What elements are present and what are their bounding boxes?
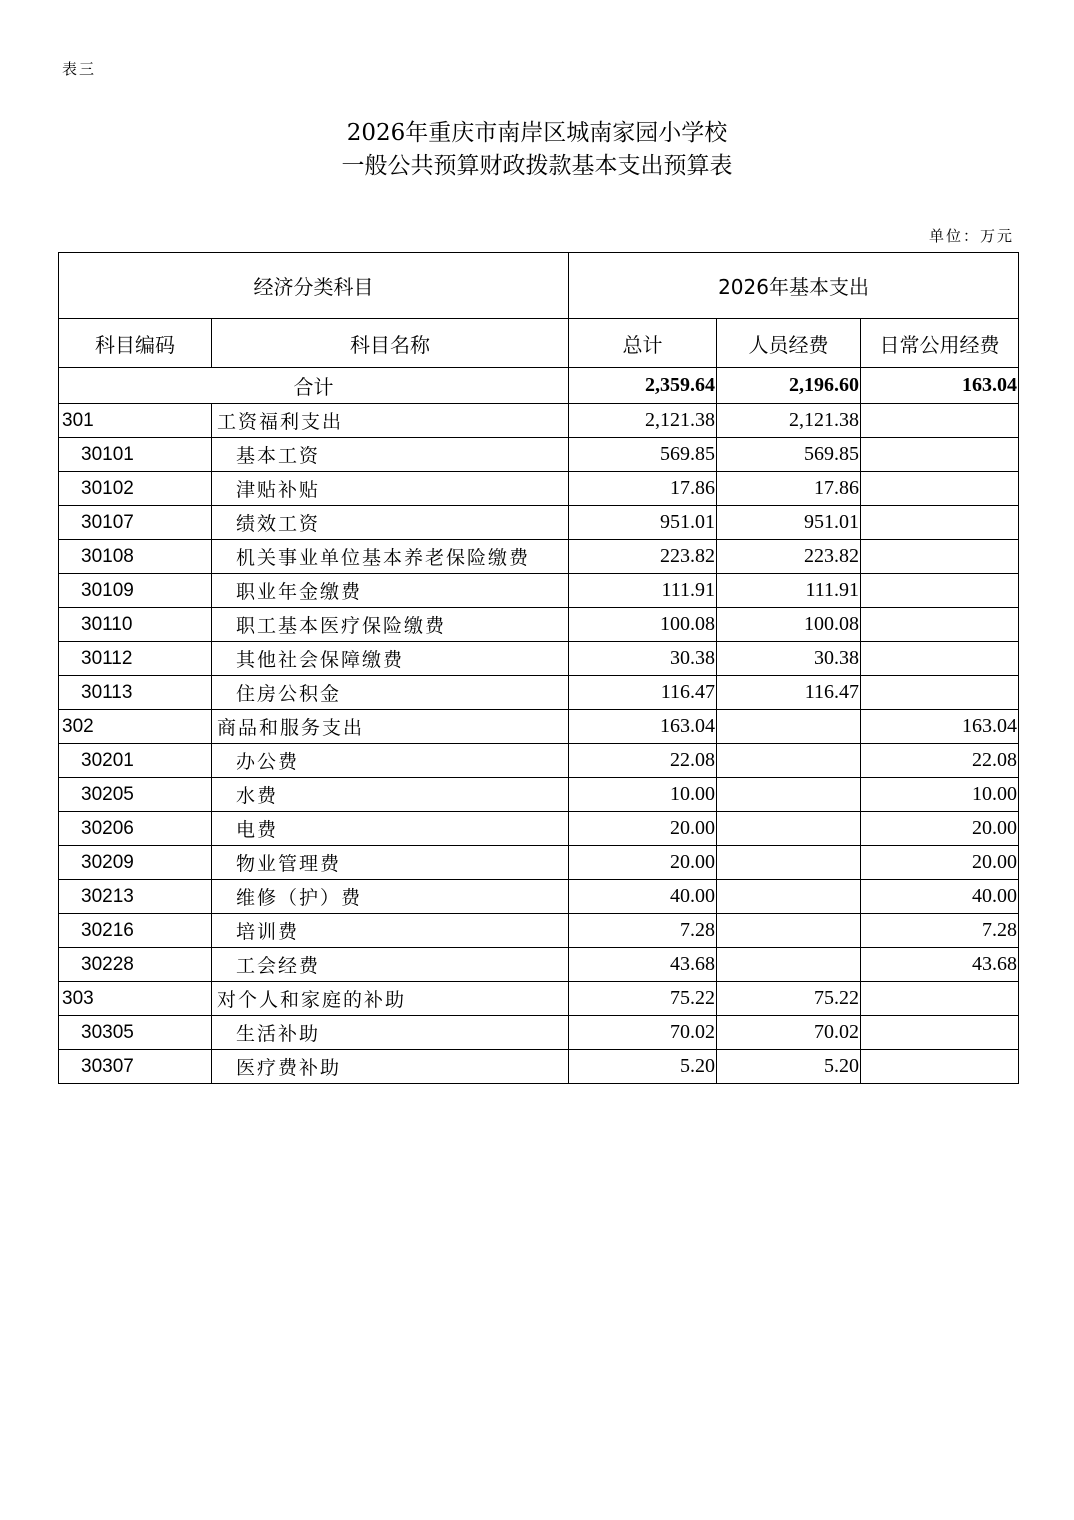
- row-personnel: [717, 948, 861, 982]
- column-header-name: 科目名称: [212, 319, 569, 368]
- row-name: 对个人和家庭的补助: [212, 982, 569, 1016]
- row-name: 电费: [212, 812, 569, 846]
- row-total: 111.91: [569, 574, 717, 608]
- row-name: 职工基本医疗保险缴费: [212, 608, 569, 642]
- row-total: 7.28: [569, 914, 717, 948]
- row-personnel: [717, 880, 861, 914]
- budget-table: [58, 252, 1019, 1084]
- row-name: 工会经费: [212, 948, 569, 982]
- row-personnel: 223.82: [717, 540, 861, 574]
- row-code: 30108: [59, 540, 212, 574]
- row-name: 商品和服务支出: [212, 710, 569, 744]
- row-public: [861, 676, 1019, 710]
- row-code: 30213: [59, 880, 212, 914]
- table-row: [59, 778, 1019, 812]
- header-basic-expenditure: 2026年基本支出: [569, 253, 1019, 319]
- row-personnel: [717, 744, 861, 778]
- table-row: [59, 642, 1019, 676]
- row-public: [861, 982, 1019, 1016]
- table-row: [59, 710, 1019, 744]
- row-total: 223.82: [569, 540, 717, 574]
- row-total: 569.85: [569, 438, 717, 472]
- row-public: [861, 1050, 1019, 1084]
- row-code: 303: [59, 982, 212, 1016]
- row-code: 30112: [59, 642, 212, 676]
- row-total: 20.00: [569, 846, 717, 880]
- table-row: [59, 1016, 1019, 1050]
- table-row: [59, 812, 1019, 846]
- row-personnel: 100.08: [717, 608, 861, 642]
- row-name: 基本工资: [212, 438, 569, 472]
- row-total: 163.04: [569, 710, 717, 744]
- row-public: 10.00: [861, 778, 1019, 812]
- row-total: 10.00: [569, 778, 717, 812]
- total-row: [59, 368, 1019, 404]
- row-public: 7.28: [861, 914, 1019, 948]
- row-name: 物业管理费: [212, 846, 569, 880]
- header-econ-category: 经济分类科目: [59, 253, 569, 319]
- row-public: 20.00: [861, 812, 1019, 846]
- row-code: 30109: [59, 574, 212, 608]
- row-total: 100.08: [569, 608, 717, 642]
- row-name: 绩效工资: [212, 506, 569, 540]
- total-personnel: 2,196.60: [717, 368, 861, 404]
- row-name: 水费: [212, 778, 569, 812]
- row-code: 30206: [59, 812, 212, 846]
- row-personnel: [717, 914, 861, 948]
- row-name: 住房公积金: [212, 676, 569, 710]
- row-public: [861, 574, 1019, 608]
- row-public: [861, 608, 1019, 642]
- page-title: 2026年重庆市南岸区城南家园小学校: [346, 120, 728, 146]
- table-row: [59, 574, 1019, 608]
- table-row: [59, 982, 1019, 1016]
- column-header-public: 日常公用经费: [861, 319, 1019, 368]
- column-header-total: 总计: [569, 319, 717, 368]
- table-row: [59, 1050, 1019, 1084]
- row-code: 30110: [59, 608, 212, 642]
- row-total: 22.08: [569, 744, 717, 778]
- row-name: 其他社会保障缴费: [212, 642, 569, 676]
- table-row: [59, 948, 1019, 982]
- row-name: 生活补助: [212, 1016, 569, 1050]
- row-personnel: 70.02: [717, 1016, 861, 1050]
- total-label: 合计: [59, 368, 569, 404]
- row-public: [861, 642, 1019, 676]
- row-code: 30107: [59, 506, 212, 540]
- row-total: 20.00: [569, 812, 717, 846]
- row-personnel: 75.22: [717, 982, 861, 1016]
- row-code: 30102: [59, 472, 212, 506]
- row-personnel: 116.47: [717, 676, 861, 710]
- row-name: 医疗费补助: [212, 1050, 569, 1084]
- row-code: 30113: [59, 676, 212, 710]
- row-personnel: [717, 846, 861, 880]
- row-public: [861, 540, 1019, 574]
- row-personnel: [717, 710, 861, 744]
- table-row: [59, 438, 1019, 472]
- table-row: [59, 676, 1019, 710]
- row-total: 2,121.38: [569, 404, 717, 438]
- row-personnel: 5.20: [717, 1050, 861, 1084]
- table-row: [59, 608, 1019, 642]
- row-public: 20.00: [861, 846, 1019, 880]
- table-row: [59, 404, 1019, 438]
- row-code: 30101: [59, 438, 212, 472]
- row-code: 30201: [59, 744, 212, 778]
- column-header-personnel: 人员经费: [717, 319, 861, 368]
- row-total: 30.38: [569, 642, 717, 676]
- row-public: [861, 404, 1019, 438]
- row-personnel: 30.38: [717, 642, 861, 676]
- row-code: 30305: [59, 1016, 212, 1050]
- row-total: 75.22: [569, 982, 717, 1016]
- row-name: 培训费: [212, 914, 569, 948]
- row-personnel: [717, 778, 861, 812]
- row-total: 951.01: [569, 506, 717, 540]
- row-name: 办公费: [212, 744, 569, 778]
- row-name: 工资福利支出: [212, 404, 569, 438]
- row-code: 30209: [59, 846, 212, 880]
- row-public: [861, 1016, 1019, 1050]
- row-public: 163.04: [861, 710, 1019, 744]
- total-amount: 2,359.64: [569, 368, 717, 404]
- row-total: 43.68: [569, 948, 717, 982]
- row-total: 116.47: [569, 676, 717, 710]
- row-public: [861, 506, 1019, 540]
- row-public: [861, 438, 1019, 472]
- row-public: [861, 472, 1019, 506]
- row-personnel: 17.86: [717, 472, 861, 506]
- column-header-code: 科目编码: [59, 319, 212, 368]
- row-total: 40.00: [569, 880, 717, 914]
- table-row: [59, 846, 1019, 880]
- total-public: 163.04: [861, 368, 1019, 404]
- row-personnel: 2,121.38: [717, 404, 861, 438]
- row-personnel: [717, 812, 861, 846]
- table-row: [59, 506, 1019, 540]
- table-row: [59, 880, 1019, 914]
- row-name: 维修（护）费: [212, 880, 569, 914]
- row-personnel: 111.91: [717, 574, 861, 608]
- group-header-row: [59, 253, 1019, 319]
- page-subtitle: 一般公共预算财政拨款基本支出预算表: [341, 153, 733, 179]
- row-code: 30205: [59, 778, 212, 812]
- table-row: [59, 914, 1019, 948]
- row-total: 17.86: [569, 472, 717, 506]
- row-name: 职业年金缴费: [212, 574, 569, 608]
- row-name: 机关事业单位基本养老保险缴费: [212, 540, 569, 574]
- row-code: 301: [59, 404, 212, 438]
- row-total: 70.02: [569, 1016, 717, 1050]
- row-code: 30228: [59, 948, 212, 982]
- row-total: 5.20: [569, 1050, 717, 1084]
- row-public: 22.08: [861, 744, 1019, 778]
- row-code: 30216: [59, 914, 212, 948]
- table-row: [59, 744, 1019, 778]
- row-public: 43.68: [861, 948, 1019, 982]
- row-code: 302: [59, 710, 212, 744]
- row-public: 40.00: [861, 880, 1019, 914]
- unit-label: 单位：万元: [928, 227, 1014, 245]
- column-header-row: [59, 319, 1019, 368]
- row-code: 30307: [59, 1050, 212, 1084]
- table-row: [59, 472, 1019, 506]
- table-row: [59, 540, 1019, 574]
- row-personnel: 569.85: [717, 438, 861, 472]
- row-name: 津贴补贴: [212, 472, 569, 506]
- table-label: 表三: [62, 60, 97, 78]
- row-personnel: 951.01: [717, 506, 861, 540]
